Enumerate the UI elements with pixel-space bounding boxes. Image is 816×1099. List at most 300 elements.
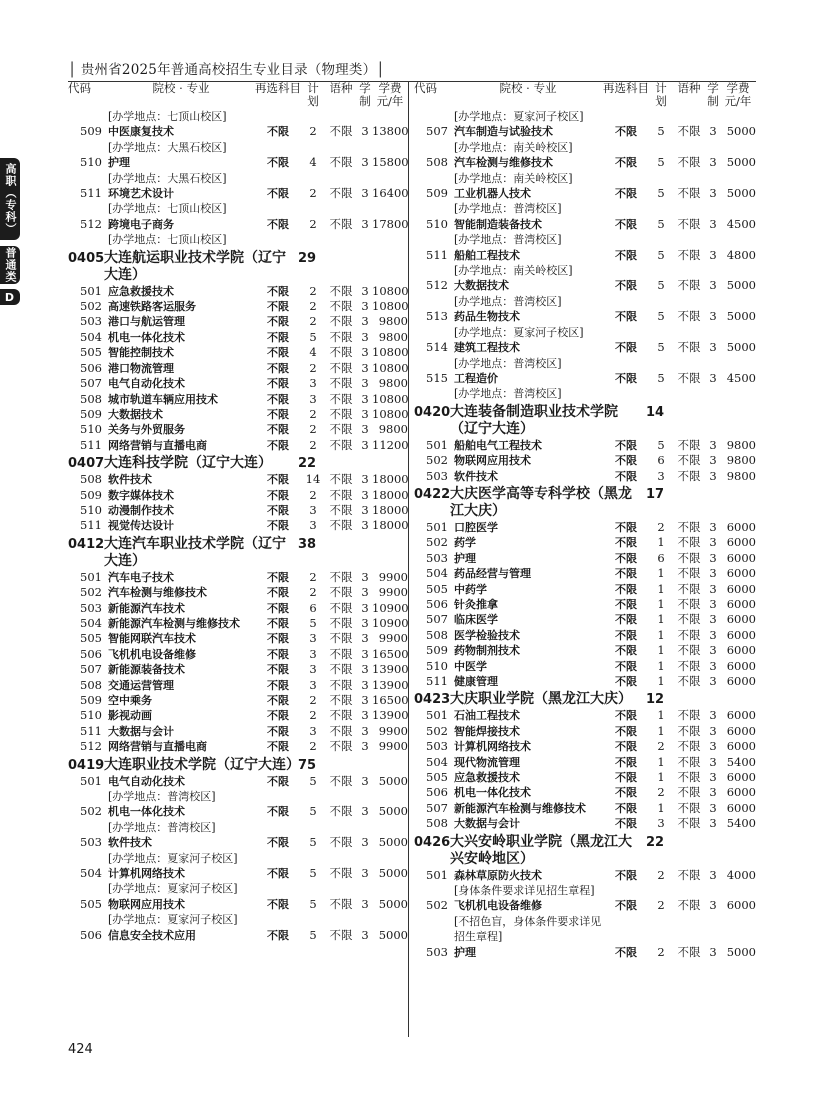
major-plan: 5	[309, 804, 317, 819]
major-plan: 1	[657, 612, 665, 627]
major-plan: 2	[309, 283, 317, 298]
major-name: 关务与外贸服务	[108, 423, 185, 437]
major-name: 软件技术	[454, 469, 498, 483]
major-language: 不限	[677, 770, 701, 785]
major-name: 中医学	[454, 659, 487, 673]
campus-note-row	[414, 386, 754, 401]
major-language: 不限	[329, 569, 353, 584]
major-plan: 2	[309, 124, 317, 139]
major-code: 501	[80, 283, 102, 298]
school-plan-total: 14	[646, 404, 665, 420]
major-code: 503	[426, 550, 448, 565]
campus-note-row	[414, 325, 754, 340]
major-plan: 4	[309, 155, 317, 170]
major-subject: 不限	[267, 709, 289, 723]
left-column-body	[68, 109, 409, 943]
major-years: 3	[361, 866, 369, 881]
major-years: 3	[361, 518, 369, 533]
campus-note: [身体条件要求详见招生章程]	[454, 884, 595, 898]
major-years: 3	[361, 569, 369, 584]
major-fee: 18000	[372, 518, 409, 533]
major-language: 不限	[329, 518, 353, 533]
major-plan: 2	[309, 569, 317, 584]
major-plan: 2	[309, 186, 317, 201]
major-years: 3	[709, 612, 717, 627]
major-language: 不限	[329, 646, 353, 661]
major-name: 应急救援技术	[108, 284, 174, 298]
major-language: 不限	[329, 773, 353, 788]
school-code: 0419	[68, 757, 105, 773]
major-fee: 10800	[372, 299, 409, 314]
major-language: 不限	[677, 754, 701, 769]
major-years: 3	[361, 216, 369, 231]
major-fee: 17800	[372, 216, 409, 231]
major-plan: 2	[309, 406, 317, 421]
major-plan: 3	[309, 376, 317, 391]
major-code: 514	[426, 340, 448, 355]
school-plan-total: 22	[646, 834, 665, 850]
campus-note-row	[68, 820, 406, 835]
campus-note: [办学地点：大黑石校区]	[108, 140, 227, 154]
campus-note: [办学地点：大黑石校区]	[108, 171, 227, 185]
campus-note: [办学地点：夏家河子校区]	[454, 325, 584, 339]
major-fee: 10900	[372, 615, 409, 630]
major-plan: 3	[309, 502, 317, 517]
major-subject: 不限	[267, 519, 289, 533]
right-column	[414, 82, 754, 960]
major-name: 影视动画	[108, 709, 152, 723]
major-fee: 18000	[372, 487, 409, 502]
major-subject: 不限	[267, 473, 289, 487]
major-years: 3	[709, 723, 717, 738]
left-column	[68, 81, 409, 943]
major-years: 3	[709, 867, 717, 882]
major-language: 不限	[677, 535, 701, 550]
major-row	[414, 945, 754, 960]
major-plan: 1	[657, 658, 665, 673]
major-plan: 5	[657, 437, 665, 452]
major-language: 不限	[677, 581, 701, 596]
major-subject: 不限	[267, 217, 289, 231]
major-plan: 5	[309, 615, 317, 630]
major-fee: 5400	[726, 754, 756, 769]
major-plan: 2	[309, 585, 317, 600]
school-name: 大连航运职业技术学院（辽宁大连）	[104, 249, 286, 283]
major-subject: 不限	[267, 488, 289, 502]
major-fee: 6000	[726, 627, 756, 642]
major-row	[414, 659, 754, 674]
major-plan: 5	[309, 773, 317, 788]
major-fee: 16500	[372, 693, 409, 707]
major-subject: 不限	[615, 740, 637, 754]
campus-note-row	[414, 232, 754, 247]
major-code: 501	[80, 569, 102, 584]
major-name: 应急救援技术	[454, 771, 520, 785]
major-fee: 6000	[726, 643, 756, 658]
school-code: 0412	[68, 536, 105, 552]
major-row	[414, 371, 754, 386]
major-fee: 4500	[726, 370, 756, 385]
major-code: 505	[80, 345, 102, 360]
header-years: 学制	[707, 81, 719, 108]
major-language: 不限	[329, 804, 353, 819]
major-code: 510	[426, 658, 448, 673]
campus-note-row	[414, 356, 754, 371]
major-plan: 3	[309, 646, 317, 661]
major-language: 不限	[329, 391, 353, 406]
major-language: 不限	[677, 596, 701, 611]
major-years: 3	[709, 186, 717, 201]
major-plan: 5	[657, 186, 665, 201]
major-plan: 4	[309, 345, 317, 360]
major-code: 506	[426, 596, 448, 611]
major-subject: 不限	[267, 601, 289, 615]
major-years: 3	[709, 816, 717, 831]
major-plan: 2	[309, 739, 317, 754]
major-language: 不限	[329, 487, 353, 502]
major-row	[68, 518, 409, 533]
major-fee: 4800	[726, 247, 756, 262]
major-subject: 不限	[615, 341, 637, 355]
major-subject: 不限	[267, 836, 289, 850]
major-name: 网络营销与直播电商	[108, 740, 207, 754]
major-years: 3	[709, 468, 717, 483]
major-years: 3	[361, 124, 369, 139]
major-plan: 3	[309, 631, 317, 646]
major-row	[68, 662, 409, 677]
major-row	[68, 406, 409, 422]
major-subject: 不限	[267, 284, 289, 298]
school-plan-total: 17	[646, 486, 665, 502]
major-subject: 不限	[267, 897, 289, 911]
school-code: 0420	[414, 404, 451, 420]
major-row	[68, 124, 409, 139]
major-subject: 不限	[615, 248, 637, 262]
major-plan: 1	[657, 596, 665, 611]
side-tab-category: 普通类	[0, 246, 20, 284]
major-language: 不限	[677, 708, 701, 723]
major-row	[414, 469, 754, 484]
major-subject: 不限	[615, 613, 637, 627]
major-years: 3	[709, 550, 717, 565]
major-name: 现代物流管理	[454, 755, 520, 769]
major-plan: 5	[657, 278, 665, 293]
major-fee: 13900	[372, 708, 409, 723]
major-code: 509	[426, 186, 448, 201]
major-fee: 5000	[726, 309, 756, 324]
major-plan: 5	[657, 155, 665, 170]
major-row	[414, 770, 754, 785]
major-name: 中药学	[454, 582, 487, 596]
major-language: 不限	[677, 723, 701, 738]
major-code: 503	[426, 739, 448, 754]
major-language: 不限	[677, 216, 701, 231]
major-plan: 5	[657, 309, 665, 324]
school-name: 大连职业技术学院（辽宁大连）	[104, 756, 300, 773]
major-name: 网络营销与直播电商	[108, 438, 207, 452]
major-subject: 不限	[267, 392, 289, 406]
major-language: 不限	[329, 329, 353, 344]
major-code: 509	[80, 124, 102, 139]
campus-note-row	[414, 201, 754, 216]
major-subject: 不限	[267, 805, 289, 819]
major-fee: 6000	[726, 770, 756, 785]
major-plan: 3	[309, 723, 317, 738]
major-plan: 5	[657, 124, 665, 139]
major-code: 506	[80, 927, 102, 942]
major-fee: 13900	[372, 677, 409, 692]
school-row	[414, 832, 754, 868]
major-years: 3	[709, 627, 717, 642]
major-name: 药物制剂技术	[454, 644, 520, 658]
major-row	[414, 217, 754, 232]
major-name: 新能源汽车技术	[108, 601, 185, 615]
school-plan-total: 22	[298, 456, 317, 472]
major-code: 507	[80, 376, 102, 391]
major-fee: 9800	[378, 376, 408, 391]
major-code: 505	[426, 581, 448, 596]
major-row	[414, 186, 754, 201]
major-years: 3	[361, 329, 369, 344]
header-name: 院校 · 专业	[499, 81, 557, 95]
major-row	[68, 724, 406, 739]
major-years: 3	[361, 708, 369, 723]
major-years: 3	[709, 216, 717, 231]
major-code: 504	[426, 566, 448, 581]
major-fee: 10800	[372, 345, 409, 360]
major-subject: 不限	[615, 125, 637, 139]
major-name: 健康管理	[454, 675, 498, 688]
header-plan: 计划	[655, 81, 667, 108]
major-years: 3	[709, 770, 717, 785]
major-language: 不限	[677, 309, 701, 324]
major-name: 计算机网络技术	[108, 867, 185, 881]
major-years: 3	[361, 376, 369, 391]
major-name: 汽车电子技术	[108, 570, 174, 584]
major-language: 不限	[329, 360, 353, 375]
major-name: 药品经营与管理	[454, 567, 531, 581]
major-code: 510	[426, 216, 448, 231]
school-plan-total: 12	[646, 692, 665, 708]
major-name: 船舶电气工程技术	[454, 438, 542, 452]
major-name: 电气自动化技术	[108, 377, 185, 391]
campus-note: [办学地点：夏家河子校区]	[108, 851, 238, 865]
major-code: 509	[80, 487, 102, 502]
major-code: 508	[80, 677, 102, 692]
major-years: 3	[709, 437, 717, 452]
major-code: 504	[80, 329, 102, 344]
major-fee: 6000	[726, 519, 756, 534]
major-fee: 6000	[726, 898, 756, 913]
right-column-body	[414, 109, 754, 960]
major-fee: 13800	[372, 124, 409, 139]
major-language: 不限	[677, 186, 701, 201]
school-code: 0407	[68, 456, 105, 472]
major-years: 3	[709, 658, 717, 673]
major-code: 511	[426, 247, 448, 262]
major-language: 不限	[677, 674, 701, 688]
school-row	[414, 484, 754, 520]
major-language: 不限	[677, 370, 701, 385]
side-tab-batch: D	[0, 289, 20, 305]
major-code: 512	[80, 739, 102, 754]
major-row	[414, 582, 754, 597]
major-row	[68, 739, 406, 754]
major-subject: 不限	[267, 647, 289, 661]
major-years: 3	[709, 708, 717, 723]
major-fee: 16400	[372, 186, 409, 201]
major-fee: 10800	[372, 391, 409, 406]
major-subject: 不限	[267, 407, 289, 421]
major-subject: 不限	[615, 724, 637, 738]
major-name: 中医康复技术	[108, 125, 174, 139]
major-years: 3	[361, 662, 369, 677]
major-row	[68, 216, 409, 232]
major-name: 工业机器人技术	[454, 187, 531, 201]
major-subject: 不限	[615, 945, 637, 959]
major-row	[414, 612, 754, 627]
major-fee: 10900	[372, 600, 409, 615]
major-name: 视觉传达设计	[108, 519, 174, 533]
major-row	[68, 487, 409, 503]
major-code: 503	[80, 835, 102, 850]
major-name: 石油工程技术	[454, 709, 520, 723]
major-row	[68, 835, 406, 850]
major-fee: 5000	[378, 835, 408, 850]
major-name: 环境艺术设计	[108, 187, 174, 201]
campus-note-row	[68, 851, 406, 866]
major-language: 不限	[677, 643, 701, 658]
major-plan: 6	[309, 600, 317, 615]
major-plan: 2	[657, 739, 665, 754]
major-plan: 1	[657, 754, 665, 769]
major-code: 503	[426, 944, 448, 959]
major-language: 不限	[677, 739, 701, 754]
major-fee: 9900	[378, 723, 408, 738]
major-code: 508	[426, 155, 448, 170]
major-fee: 6000	[726, 674, 756, 688]
major-language: 不限	[329, 422, 353, 437]
major-language: 不限	[677, 247, 701, 262]
major-years: 3	[709, 944, 717, 959]
major-years: 3	[709, 247, 717, 262]
major-language: 不限	[329, 835, 353, 850]
major-name: 药学	[454, 536, 476, 550]
major-code: 504	[80, 866, 102, 881]
major-subject: 不限	[267, 632, 289, 646]
major-subject: 不限	[267, 740, 289, 754]
major-language: 不限	[329, 283, 353, 298]
major-fee: 5000	[378, 866, 408, 881]
major-row	[414, 438, 754, 453]
campus-note-row	[414, 883, 754, 898]
major-subject: 不限	[615, 582, 637, 596]
major-plan: 5	[657, 340, 665, 355]
major-language: 不限	[677, 898, 701, 913]
major-fee: 5000	[378, 804, 408, 819]
major-plan: 5	[309, 835, 317, 850]
major-row	[68, 646, 409, 662]
major-fee: 6000	[726, 566, 756, 581]
campus-note: [办学地点：南关岭校区]	[454, 171, 573, 185]
major-name: 口腔医学	[454, 520, 498, 534]
major-code: 511	[80, 437, 102, 452]
major-row	[68, 299, 409, 314]
major-name: 新能源汽车检测与维修技术	[454, 801, 586, 815]
major-language: 不限	[329, 693, 353, 707]
major-plan: 2	[309, 693, 317, 707]
major-name: 针灸推拿	[454, 597, 498, 611]
major-fee: 6000	[726, 581, 756, 596]
major-fee: 6000	[726, 800, 756, 815]
campus-note-row	[414, 109, 754, 124]
major-code: 509	[80, 693, 102, 707]
major-code: 505	[80, 631, 102, 646]
major-fee: 6000	[726, 658, 756, 673]
major-fee: 9800	[726, 453, 756, 468]
major-fee: 4000	[726, 867, 756, 882]
school-row	[68, 248, 406, 284]
major-language: 不限	[329, 186, 353, 201]
major-fee: 9800	[378, 314, 408, 329]
major-plan: 14	[305, 472, 321, 487]
major-row	[414, 520, 754, 535]
campus-note: [办学地点：南关岭校区]	[454, 140, 573, 154]
major-years: 3	[361, 927, 369, 942]
major-plan: 3	[309, 391, 317, 406]
major-subject: 不限	[267, 330, 289, 344]
major-row	[68, 585, 406, 600]
major-row	[68, 600, 409, 616]
major-language: 不限	[677, 278, 701, 293]
major-code: 503	[80, 600, 102, 615]
major-subject: 不限	[267, 616, 289, 630]
school-row	[68, 755, 406, 774]
side-tab-level: 高职（专科）	[0, 158, 20, 240]
column-header-row	[414, 82, 754, 108]
major-plan: 6	[657, 550, 665, 565]
major-subject: 不限	[615, 371, 637, 385]
major-fee: 6000	[726, 550, 756, 565]
campus-note: [办学地点：七顶山校区]	[108, 202, 227, 216]
major-code: 504	[426, 754, 448, 769]
major-row	[68, 376, 406, 391]
major-name: 智能制造装备技术	[454, 217, 542, 231]
school-code: 0405	[68, 250, 105, 266]
major-language: 不限	[677, 468, 701, 483]
major-name: 物联网应用技术	[108, 897, 185, 911]
major-years: 3	[361, 693, 369, 707]
major-row	[414, 155, 754, 170]
major-subject: 不限	[615, 659, 637, 673]
campus-note-row	[68, 789, 406, 804]
major-years: 3	[709, 785, 717, 800]
major-code: 507	[426, 800, 448, 815]
major-language: 不限	[329, 708, 353, 723]
major-name: 药品生物技术	[454, 310, 520, 324]
major-plan: 3	[309, 662, 317, 677]
major-language: 不限	[677, 612, 701, 627]
major-plan: 1	[657, 800, 665, 815]
major-fee: 18000	[372, 502, 409, 517]
major-plan: 2	[309, 216, 317, 231]
major-years: 3	[361, 804, 369, 819]
header-fee: 学费元/年	[376, 81, 404, 108]
major-name: 新能源汽车检测与维修技术	[108, 616, 240, 630]
major-code: 510	[80, 502, 102, 517]
major-fee: 10800	[372, 360, 409, 375]
major-plan: 2	[657, 785, 665, 800]
